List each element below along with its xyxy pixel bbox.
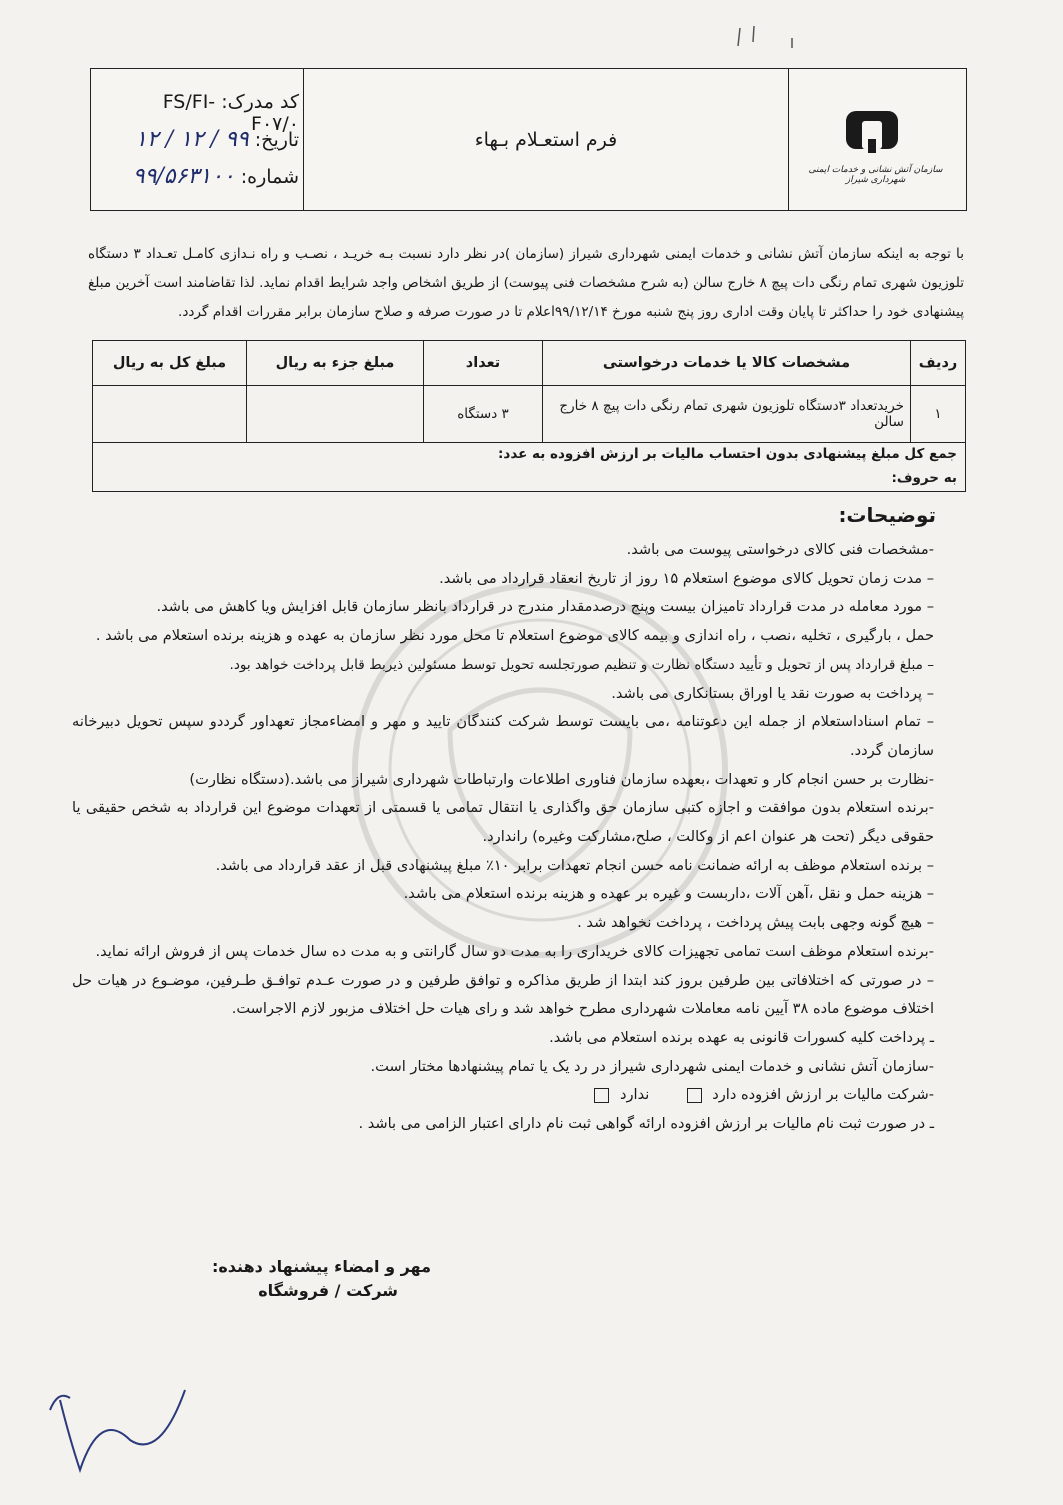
signature-label: مهر و امضاء پیشنهاد دهنده: [211,1257,431,1276]
intro-paragraph: با توجه به اینکه سازمان آتش نشانی و خدمات ایمنی شهرداری شیراز (سازمان )در نظر دارد نسبت بـه خریـد ، نصـب و راه نـدازی کامـل تعـداد ۳ دستگاه تلوزیون شهری تمام رنگی دات پیچ ۸ خارج سالن (به شرح مشخصات فنی پیوست) از طریق اشخاص واجد شرایط اقدام نماید. لذا تقاضامند است آخرین مبلغ پیشنهادی خود را حداکثر تا پایان وقت اداری روز پنج شنبه مورخ ۹۹/۱۲/۱۴اعلام تا در صورت صرفه و صلاح سازمان برابر مقررات اقدام گردد. [88,246,964,320]
vat-no-label: ندارد [619,1086,650,1104]
cell-unit-price [247,386,424,443]
note-item: – هزینه حمل و نقل ،آهن آلات ،داربست و غیره بر عهده و هزینه برنده استعلام می باشد. [403,885,934,903]
table-header-row [93,341,966,386]
date-value: ۹۹ / ۱۲ / ۱۲ [135,127,249,152]
col-row-no: ردیف [911,341,966,386]
doc-code-label: کد مدرک: [221,91,299,113]
cell-total-price [93,386,247,443]
vat-line [72,1081,934,1110]
doc-info-cell [91,69,304,210]
cell-row-no: ۱ [911,386,966,443]
table-row [93,386,966,443]
note-item: ـ پرداخت کلیه کسورات قانونی به عهده برنده استعلام می باشد. [549,1028,934,1046]
notes-title: توضیحات: [838,503,936,527]
total-row [92,442,966,492]
note-item: – تمام اسناداستعلام از جمله این دعوتنامه ،می بایست توسط شرکت کنندگان تایید و مهر و امضاءمجاز تعهداور گرددو سپس تحویل دبیرخانه سازمان گردد. [72,713,934,759]
note-item: – مبلغ قرارداد پس از تحویل و تأیید دستگاه نظارت و تنظیم صورتجلسه تحویل توسط مسئولین ذیربط قابل پرداخت خواهد بود. [229,656,934,673]
col-unit-price: مبلغ جزء به ریال [247,341,424,386]
cell-spec: خریدتعداد ۳دستگاه تلوزیون شهری تمام رنگی دات پیچ ۸ خارج سالن [543,386,911,443]
note-item: – در صورتی که اختلافاتی بین طرفین بروز کند ابتدا از طریق مذاکره و توافق طرفین و در صورت عـدم توافـق طـرفین، موضـوع در هیات حل اختلاف موضوع ماده ۳۸ آیین نامه معاملات شهرداری مطرح خواهد شد و رای هیات حل اختلاف مزبور لازم الاجراست. [72,971,934,1018]
date-label: تاریخ: [254,129,299,151]
form-header [90,68,967,211]
vat-prefix: -شرکت مالیات بر ارزش افزوده دارد [712,1086,934,1104]
note-item: حمل ، بارگیری ، تخلیه ،نصب ، راه اندازی و بیمه کالای موضوع استعلام تا محل مورد نظر سازمان به عهده و هزینه برنده استعلام می باشد . [95,627,934,645]
total-words-label: به حروف: [891,470,957,486]
note-item: – مورد معامله در مدت قرارداد تامیزان بیست وپنج درصدمقدار مندرج در قرارداد بانظر سازمان قابل افزایش ویا کاهش می باشد. [156,598,934,616]
note-item: -سازمان آتش نشانی و خدمات ایمنی شهرداری شیراز در رد یک یا تمام پیشنهادها مختار است. [370,1057,934,1075]
col-qty: تعداد [424,341,543,386]
note-item: – مدت زمان تحویل کالای موضوع استعلام ۱۵ روز از تاریخ انعقاد قرارداد می باشد. [439,569,934,587]
number-label: شماره: [240,166,299,188]
doc-code-value: FS/FI-F۰۷/۰ [162,91,299,135]
note-item: -برنده استعلام موظف است تمامی تجهیزات کالای خریداری را به مدت دو سال گارانتی و به مدت ده سال خدمات پس از فروش ارائه نماید. [95,942,934,960]
note-item: – پرداخت به صورت نقد یا اوراق بستانکاری می باشد. [611,684,934,702]
vat-no-checkbox[interactable] [594,1088,609,1103]
vat-yes-checkbox[interactable] [687,1088,702,1103]
company-label: شرکت / فروشگاه [258,1281,398,1300]
items-table [92,340,966,443]
org-name: سازمان آتش نشانی و خدمات ایمنی شهرداری شیراز [808,165,943,185]
doc-date [109,127,299,152]
note-item: -برنده استعلام بدون موافقت و اجازه کتبی سازمان حق واگذاری یا انتقال تمامی یا قسمتی از تعهدات موضوع این قرارداد به شخص حقیقی یا حقوقی دیگر (تحت هر عنوان اعم از وکالت ، صلح،مشارکت وغیره) راندارد. [72,799,934,846]
doc-number [109,164,299,189]
col-total-price: مبلغ کل به ریال [93,341,247,386]
notes-list [72,536,934,1139]
col-spec: مشخصات کالا یا خدمات درخواستی [543,341,911,386]
org-logo-cell [788,69,966,210]
org-logo-icon [844,109,900,155]
total-numeric-label: جمع کل مبلغ پیشنهادی بدون احتساب مالیات بر ارزش افزوده به عدد: [498,446,957,462]
note-item: -نظارت بر حسن انجام کار و تعهدات ،بعهده سازمان فناوری اطلاعات وارتباطات شهرداری شیراز می باشد.(دستگاه نظارت) [189,770,934,788]
note-item: -مشخصات فنی کالای درخواستی پیوست می باشد. [626,541,934,558]
pen-marks [720,18,820,58]
note-item: – برنده استعلام موظف به ارائه ضمانت نامه حسن انجام تعهدات برابر ۱۰٪ مبلغ پیشنهادی قبل از عقد قرارداد می باشد. [215,856,934,874]
form-title: فرم استعـلام بـهاء [474,129,618,151]
note-item: – هیچ گونه وجهی بابت پیش پرداخت ، پرداخت نخواهد شد . [577,914,934,932]
note-item: ـ در صورت ثبت نام مالیات بر ارزش افزوده ارائه گواهی ثبت نام دارای اعتبار الزامی می باشد . [358,1115,934,1133]
cell-qty: ۳ دستگاه [424,386,543,443]
number-value: ۹۹/۵۶۳۱۰۰ [132,164,235,189]
handwritten-signature [40,1370,200,1490]
